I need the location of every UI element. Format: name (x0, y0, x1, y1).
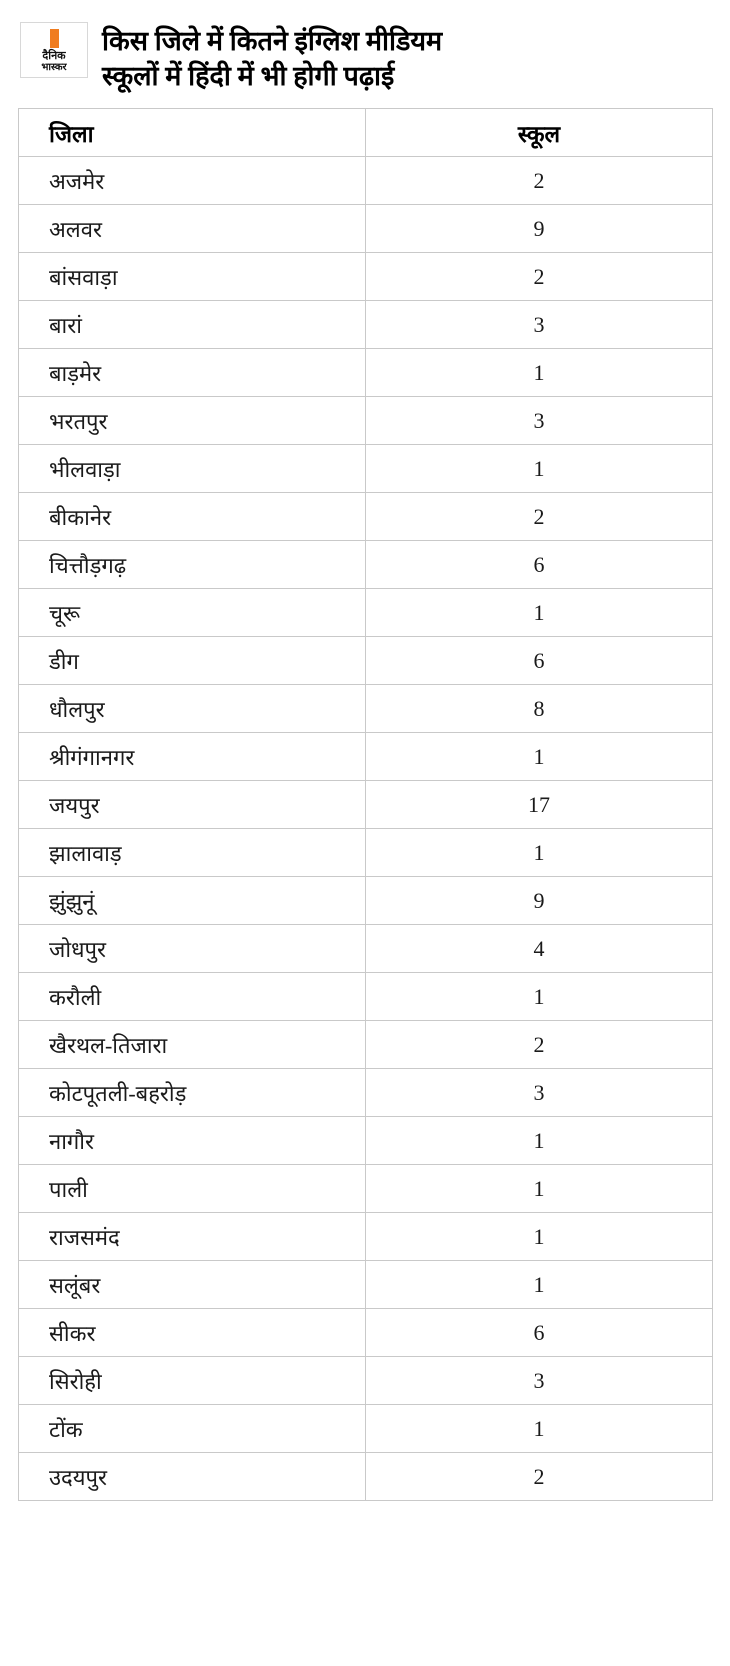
table-row (19, 349, 713, 397)
table-row (19, 1165, 713, 1213)
logo-line1: दैनिक (42, 49, 66, 62)
logo-bar-icon (50, 29, 59, 48)
table-row (19, 733, 713, 781)
table-row (19, 445, 713, 493)
cell-district: श्रीगंगानगर (19, 733, 366, 781)
cell-district: चित्तौड़गढ़ (19, 541, 366, 589)
table-row (19, 1405, 713, 1453)
column-header-schools: स्कूल (366, 109, 713, 157)
table-row (19, 253, 713, 301)
cell-schools: 1 (366, 1261, 713, 1309)
cell-district: भीलवाड़ा (19, 445, 366, 493)
cell-schools: 8 (366, 685, 713, 733)
column-header-district: जिला (19, 109, 366, 157)
table-row (19, 973, 713, 1021)
cell-district: करौली (19, 973, 366, 1021)
cell-schools: 1 (366, 1405, 713, 1453)
headline-line-2: स्कूलों में हिंदी में भी होगी पढ़ाई (102, 61, 395, 91)
cell-schools: 1 (366, 973, 713, 1021)
table-row (19, 829, 713, 877)
table-row (19, 397, 713, 445)
table-row (19, 205, 713, 253)
cell-district: डीग (19, 637, 366, 685)
cell-district: बारां (19, 301, 366, 349)
table-row (19, 1261, 713, 1309)
table-row (19, 493, 713, 541)
table-row (19, 925, 713, 973)
table-row (19, 781, 713, 829)
table-row (19, 1309, 713, 1357)
table-row (19, 157, 713, 205)
cell-district: झालावाड़ (19, 829, 366, 877)
cell-schools: 2 (366, 1453, 713, 1501)
logo-line2: भास्कर (41, 61, 67, 73)
table-row (19, 877, 713, 925)
header (18, 18, 712, 108)
cell-district: जोधपुर (19, 925, 366, 973)
cell-district: चूरू (19, 589, 366, 637)
cell-schools: 6 (366, 1309, 713, 1357)
page-title (102, 22, 442, 94)
table-row (19, 1213, 713, 1261)
table-row (19, 637, 713, 685)
table-row (19, 1117, 713, 1165)
table-row (19, 1357, 713, 1405)
table-header (19, 109, 713, 157)
dainik-bhaskar-logo (20, 22, 88, 78)
cell-district: सीकर (19, 1309, 366, 1357)
headline-line-1: किस जिले में कितने इंग्लिश मीडियम (102, 26, 443, 56)
cell-schools: 1 (366, 1117, 713, 1165)
district-schools-table (18, 108, 713, 1501)
cell-schools: 1 (366, 349, 713, 397)
cell-district: झुंझुनूं (19, 877, 366, 925)
cell-schools: 1 (366, 829, 713, 877)
cell-schools: 17 (366, 781, 713, 829)
table-row (19, 301, 713, 349)
cell-district: अलवर (19, 205, 366, 253)
cell-schools: 6 (366, 541, 713, 589)
cell-schools: 6 (366, 637, 713, 685)
cell-district: कोटपूतली-बहरोड़ (19, 1069, 366, 1117)
cell-district: सलूंबर (19, 1261, 366, 1309)
table-row (19, 1453, 713, 1501)
table-row (19, 685, 713, 733)
cell-schools: 3 (366, 397, 713, 445)
cell-district: खैरथल-तिजारा (19, 1021, 366, 1069)
cell-schools: 2 (366, 493, 713, 541)
cell-schools: 3 (366, 1357, 713, 1405)
cell-district: भरतपुर (19, 397, 366, 445)
table-row (19, 1069, 713, 1117)
cell-district: बाड़मेर (19, 349, 366, 397)
cell-district: नागौर (19, 1117, 366, 1165)
cell-schools: 2 (366, 1021, 713, 1069)
cell-schools: 3 (366, 1069, 713, 1117)
table-row (19, 589, 713, 637)
cell-district: जयपुर (19, 781, 366, 829)
cell-district: अजमेर (19, 157, 366, 205)
cell-district: राजसमंद (19, 1213, 366, 1261)
table-body (19, 157, 713, 1501)
cell-schools: 1 (366, 589, 713, 637)
cell-schools: 3 (366, 301, 713, 349)
cell-schools: 9 (366, 205, 713, 253)
cell-district: टोंक (19, 1405, 366, 1453)
cell-schools: 2 (366, 253, 713, 301)
cell-schools: 1 (366, 445, 713, 493)
table-row (19, 541, 713, 589)
cell-district: धौलपुर (19, 685, 366, 733)
cell-schools: 2 (366, 157, 713, 205)
cell-schools: 1 (366, 733, 713, 781)
cell-district: पाली (19, 1165, 366, 1213)
table-row (19, 1021, 713, 1069)
cell-schools: 1 (366, 1165, 713, 1213)
cell-schools: 1 (366, 1213, 713, 1261)
cell-district: उदयपुर (19, 1453, 366, 1501)
cell-schools: 9 (366, 877, 713, 925)
cell-district: बांसवाड़ा (19, 253, 366, 301)
cell-schools: 4 (366, 925, 713, 973)
cell-district: सिरोही (19, 1357, 366, 1405)
cell-district: बीकानेर (19, 493, 366, 541)
table-header-row (19, 109, 713, 157)
